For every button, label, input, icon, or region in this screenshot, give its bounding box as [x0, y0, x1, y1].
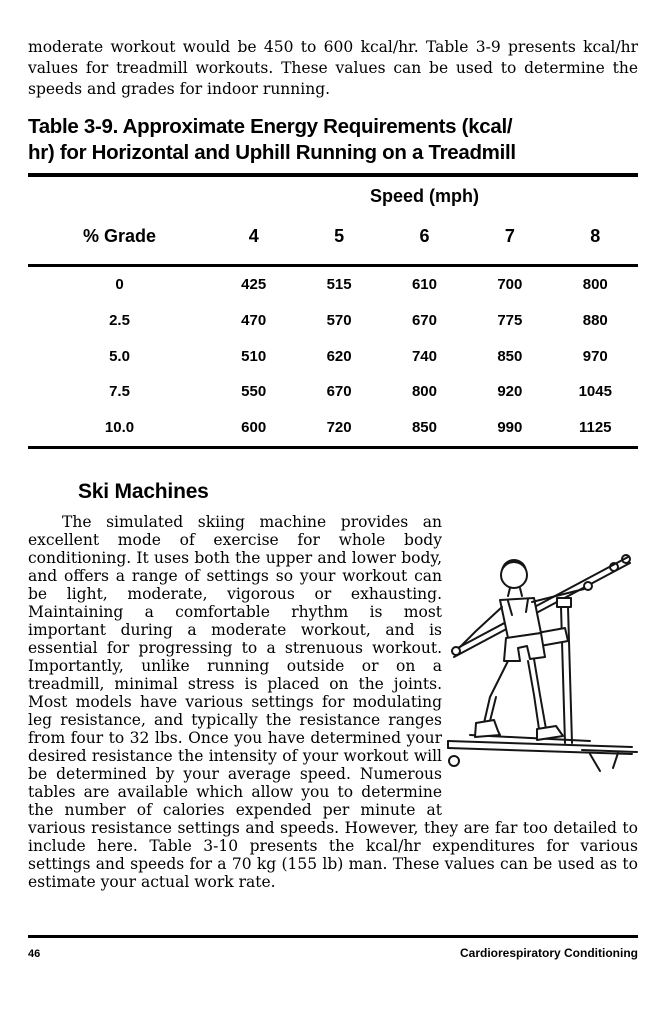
value-cell: 970 — [582, 347, 608, 365]
energy-table — [28, 173, 638, 449]
value-cell: 600 — [241, 419, 267, 437]
value-cell: 880 — [582, 311, 608, 329]
value-cell: 720 — [326, 419, 352, 437]
value-cell: 775 — [497, 311, 523, 329]
ski-machine-illustration — [442, 513, 638, 819]
value-cell: 990 — [497, 419, 523, 437]
value-cell: 850 — [411, 419, 437, 437]
grade-cell: 5.0 — [109, 347, 130, 365]
col-header-speed-8: 8 — [590, 226, 601, 246]
table-title-line-1: Table 3-9. Approximate Energy Requirements (kcal/ — [28, 115, 513, 138]
page-number: 46 — [28, 947, 41, 960]
grade-cell: 2.5 — [109, 311, 130, 329]
value-cell: 515 — [326, 276, 352, 293]
value-cell: 670 — [411, 311, 437, 329]
grade-cell: 7.5 — [109, 383, 130, 401]
col-header-speed-6: 6 — [419, 226, 430, 246]
col-header-speed-4: 4 — [248, 226, 259, 246]
value-cell: 550 — [241, 383, 267, 401]
value-cell: 800 — [582, 276, 608, 293]
value-cell: 510 — [241, 347, 267, 365]
intro-paragraph: moderate workout would be 450 to 600 kcal/hr. Table 3-9 presents kcal/hr values for treadmill workouts. These values can be used to determine the speeds and grades for indoor running. — [28, 38, 638, 98]
col-header-speed-7: 7 — [504, 226, 515, 246]
value-cell: 670 — [326, 383, 352, 401]
value-cell: 620 — [326, 347, 352, 365]
value-cell: 700 — [497, 276, 523, 293]
ski-machine-figure-svg — [442, 545, 638, 773]
running-title: Cardiorespiratory Conditioning — [459, 945, 638, 960]
value-cell: 570 — [326, 311, 352, 329]
table-bottom-rule — [28, 446, 638, 449]
col-header-grade: % Grade — [82, 226, 157, 246]
table-body — [28, 267, 638, 446]
value-cell: 610 — [411, 276, 437, 293]
value-cell: 920 — [497, 383, 523, 401]
grade-cell: 10.0 — [104, 419, 135, 437]
value-cell: 850 — [497, 347, 523, 365]
table-title-line-2: hr) for Horizontal and Uphill Running on a Treadmill — [28, 141, 516, 164]
section-heading-ski-machines: Ski Machines — [78, 479, 209, 503]
value-cell: 800 — [411, 383, 437, 401]
ski-machines-section — [28, 513, 638, 891]
table-span-header-row — [28, 177, 638, 207]
table-span-spacer — [28, 177, 211, 207]
speed-span-header: Speed (mph) — [369, 186, 479, 206]
value-cell: 1125 — [578, 419, 612, 437]
table-header-row — [28, 207, 638, 264]
footer-rule — [28, 935, 638, 938]
value-cell: 1045 — [578, 383, 612, 401]
value-cell: 425 — [241, 276, 267, 293]
table-title — [28, 114, 638, 166]
value-cell: 470 — [241, 311, 267, 329]
page-footer — [28, 935, 638, 960]
grade-cell: 0 — [115, 276, 124, 293]
col-header-speed-5: 5 — [334, 226, 345, 246]
value-cell: 740 — [411, 347, 437, 365]
ski-paragraph: The simulated skiing machine provides an excellent mode of exercise for whole body conditioning. It uses both the upper and lower body, and offers a range of settings so your workout can be light, moderate, vigorous or exhausting. Maintaining a comfortable rhythm is most important during a moderate workout, and is essential for progressing to a strenuous workout. Importantly, unlike running outside or on a treadmill, minimal stress is placed on the joints. Most models have various settings for modulating leg resistance, and typically the resistance ranges from four to 32 lbs. Once you have determined your desired resistance the intensity of your workout will be determined by your average speed. Numerous tables are available which allow you to determine the number of calories expended per minute at various resistance settings and speeds. However, they are far too detailed to include here. Table 3-10 presents the kcal/hr expenditures for various settings and speeds for a 70 kg (155 lb) man. These values can be used as to estimate your actual work rate. — [28, 512, 638, 891]
